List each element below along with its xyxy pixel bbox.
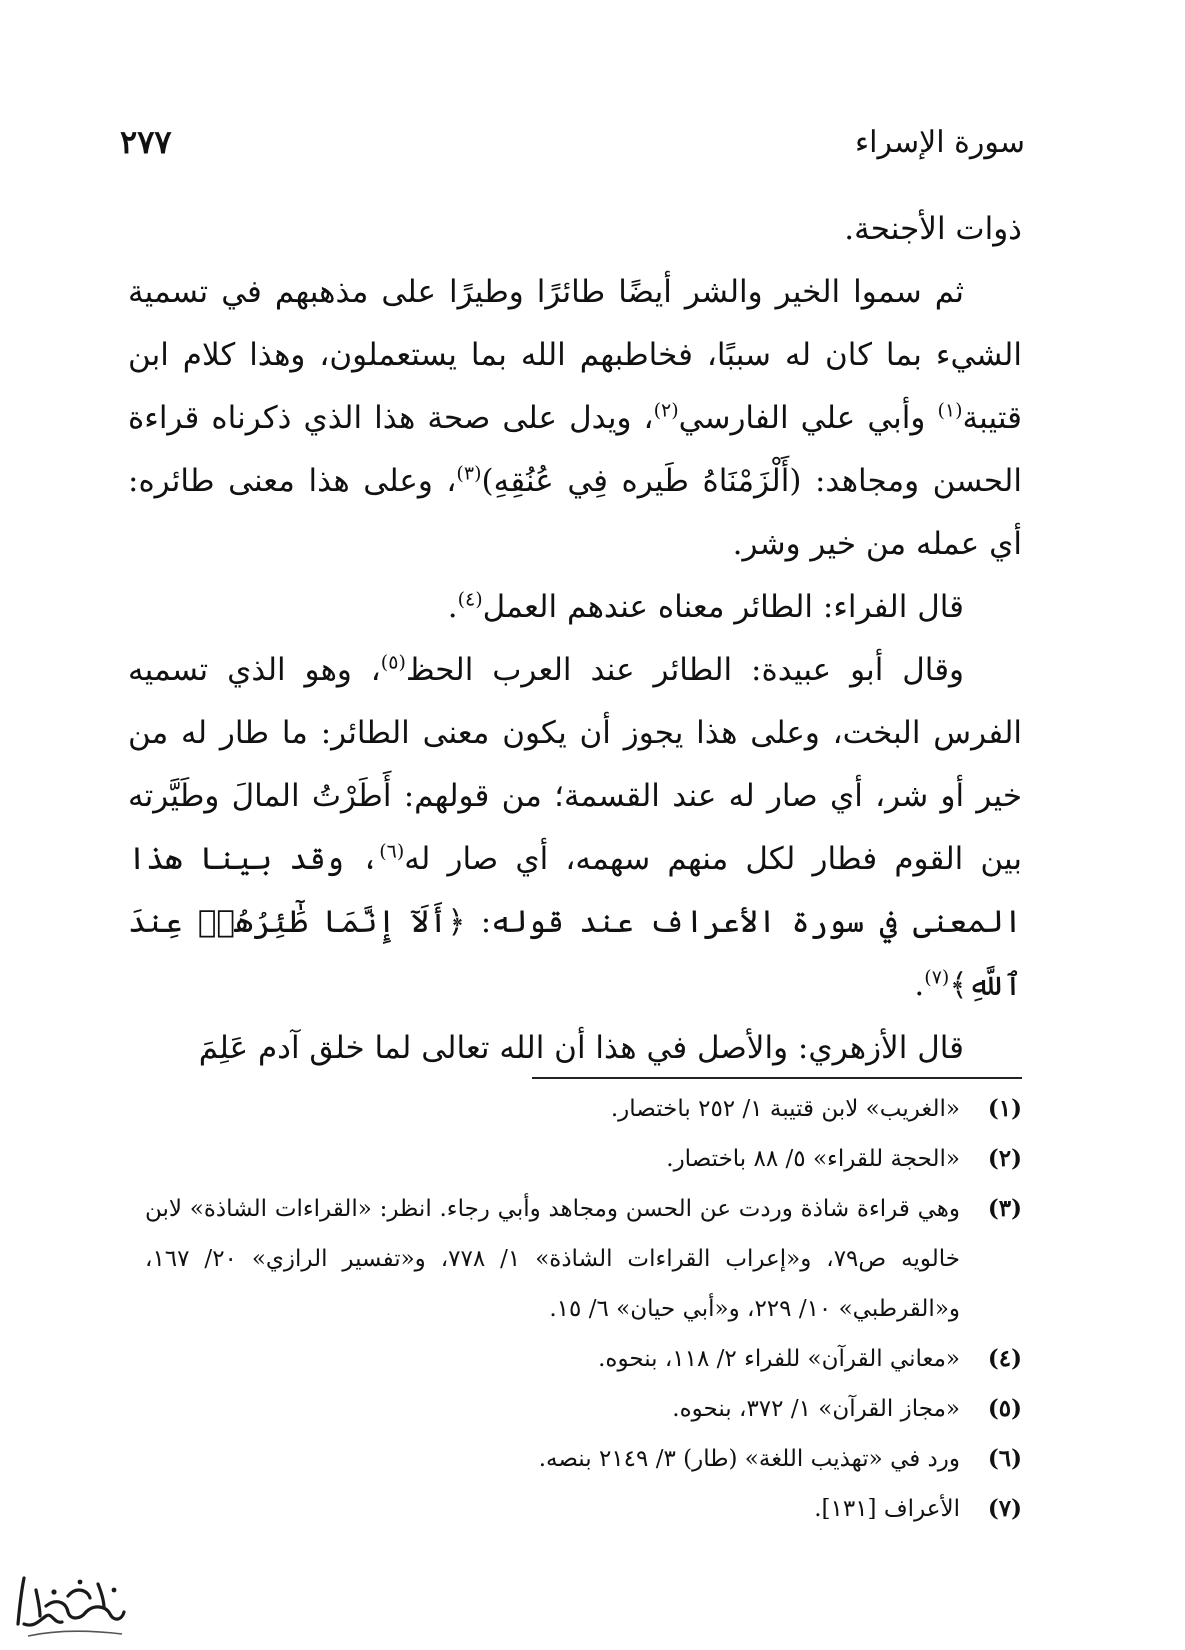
paragraph-2-text-d: ، وعلى هذا معنى طائره: أي عمله من خير وشر.: [128, 463, 1022, 562]
footnote-ref-1[interactable]: (١): [937, 399, 963, 422]
footnote-text: «الحجة للقراء» ٥/ ٨٨ باختصار.: [666, 1146, 960, 1172]
footnotes-section: [145, 1084, 1022, 1534]
paragraph-4-text-b: ، وهو الذي تسميه الفرس البخت، وعلى هذا يجوز أن يكون معنى الطائر: ما طار له من خير أو شر، أي صار له عند القسمة؛ من قولهم: أَطَرْتُ المالَ وطَيَّرته بين القوم فطار لكل منهم سهمه، أي صار له: [128, 652, 1022, 877]
footnote-number: (٧): [987, 1495, 1022, 1522]
paragraph-2-text-c: ، ويدل على صحة هذا الذي ذكرناه قراءة الحسن ومجاهد: (أَلْزَمْنَاهُ طَيره فِي عُنُقِهِ): [128, 400, 1022, 499]
paragraph-2-text-b: وأبي علي الفارسي: [678, 400, 938, 436]
paragraph-2-text-a: ثم سموا الخير والشر أيضًا طائرًا وطيرًا على مذهبهم في تسمية الشيء بما كان له سببًا، فخاطبهم الله بما يستعملون، وهذا كلام ابن قتيبة: [128, 274, 1023, 436]
paragraph-3-text-b: .: [447, 589, 458, 625]
footnote-number: (٥): [987, 1395, 1022, 1422]
footnote-ref-6[interactable]: (٦): [379, 840, 405, 863]
calligraphy-stamp-icon: [10, 1568, 130, 1644]
main-text: [128, 198, 1022, 1080]
footnote-divider: [532, 1077, 1022, 1079]
paragraph-4-text-c: ، وقد بينا هذا المعنى في سورة الأعراف عند قوله: ﴿أَلَآ إِنَّمَا طَٰٓئِرُهُمۡ عِندَ ٱللَّهِ﴾: [128, 841, 1022, 1003]
footnote-item: [145, 1334, 1022, 1384]
footnote-number: (٤): [987, 1345, 1022, 1372]
paragraph-1: ذوات الأجنحة.: [844, 211, 1022, 247]
footnote-ref-5[interactable]: (٥): [380, 651, 406, 674]
paragraph-4-text-a: وقال أبو عبيدة: الطائر عند العرب الحظ: [405, 652, 964, 688]
footnote-number: (٦): [987, 1445, 1022, 1472]
footnote-item: [145, 1134, 1022, 1184]
footnote-item: [145, 1384, 1022, 1434]
footnote-text: «معاني القرآن» للفراء ٢/ ١١٨، بنحوه.: [598, 1346, 960, 1372]
footnote-number: (١): [987, 1095, 1022, 1122]
paragraph-4-text-d: .: [914, 967, 925, 1003]
footnote-ref-7[interactable]: (٧): [924, 966, 950, 989]
footnote-ref-4[interactable]: (٤): [457, 588, 483, 611]
page-header: [120, 112, 1025, 172]
footnote-number: (٢): [987, 1145, 1022, 1172]
footnote-text: ورد في «تهذيب اللغة» (طار) ٣/ ٢١٤٩ بنصه.: [538, 1446, 960, 1472]
footnote-item: [145, 1184, 1022, 1334]
footnote-item: [145, 1084, 1022, 1134]
footnote-text: «الغريب» لابن قتيبة ١/ ٢٥٢ باختصار.: [610, 1096, 960, 1122]
paragraph-4: [128, 639, 1022, 1017]
footnote-item: [145, 1434, 1022, 1484]
footnote-ref-2[interactable]: (٢): [653, 399, 679, 422]
footnote-text: وهي قراءة شاذة وردت عن الحسن ومجاهد وأبي رجاء. انظر: «القراءات الشاذة» لابن خالويه ص٧٩، و«إعراب القراءات الشاذة» ١/ ٧٧٨، و«تفسير الرازي» ٢٠/ ١٦٧، و«القرطبي» ١٠/ ٢٢٩، و«أبي حيان» ٦/ ١٥.: [145, 1196, 961, 1322]
paragraph-3: [128, 576, 1022, 639]
footnote-ref-3[interactable]: (٣): [456, 462, 482, 485]
paragraph-2: [128, 261, 1022, 576]
footnote-item: [145, 1484, 1022, 1534]
page-number: ٢٧٧: [120, 123, 172, 161]
footnote-text: «مجاز القرآن» ١/ ٣٧٢، بنحوه.: [672, 1396, 960, 1422]
paragraph-3-text-a: قال الفراء: الطائر معناه عندهم العمل: [482, 589, 964, 625]
paragraph-5: قال الأزهري: والأصل في هذا أن الله تعالى لما خلق آدم عَلِمَ: [198, 1030, 964, 1066]
footnote-text: الأعراف [١٣١].: [814, 1496, 960, 1522]
surah-title: سورة الإسراء: [855, 124, 1025, 160]
footnote-number: (٣): [987, 1195, 1022, 1222]
